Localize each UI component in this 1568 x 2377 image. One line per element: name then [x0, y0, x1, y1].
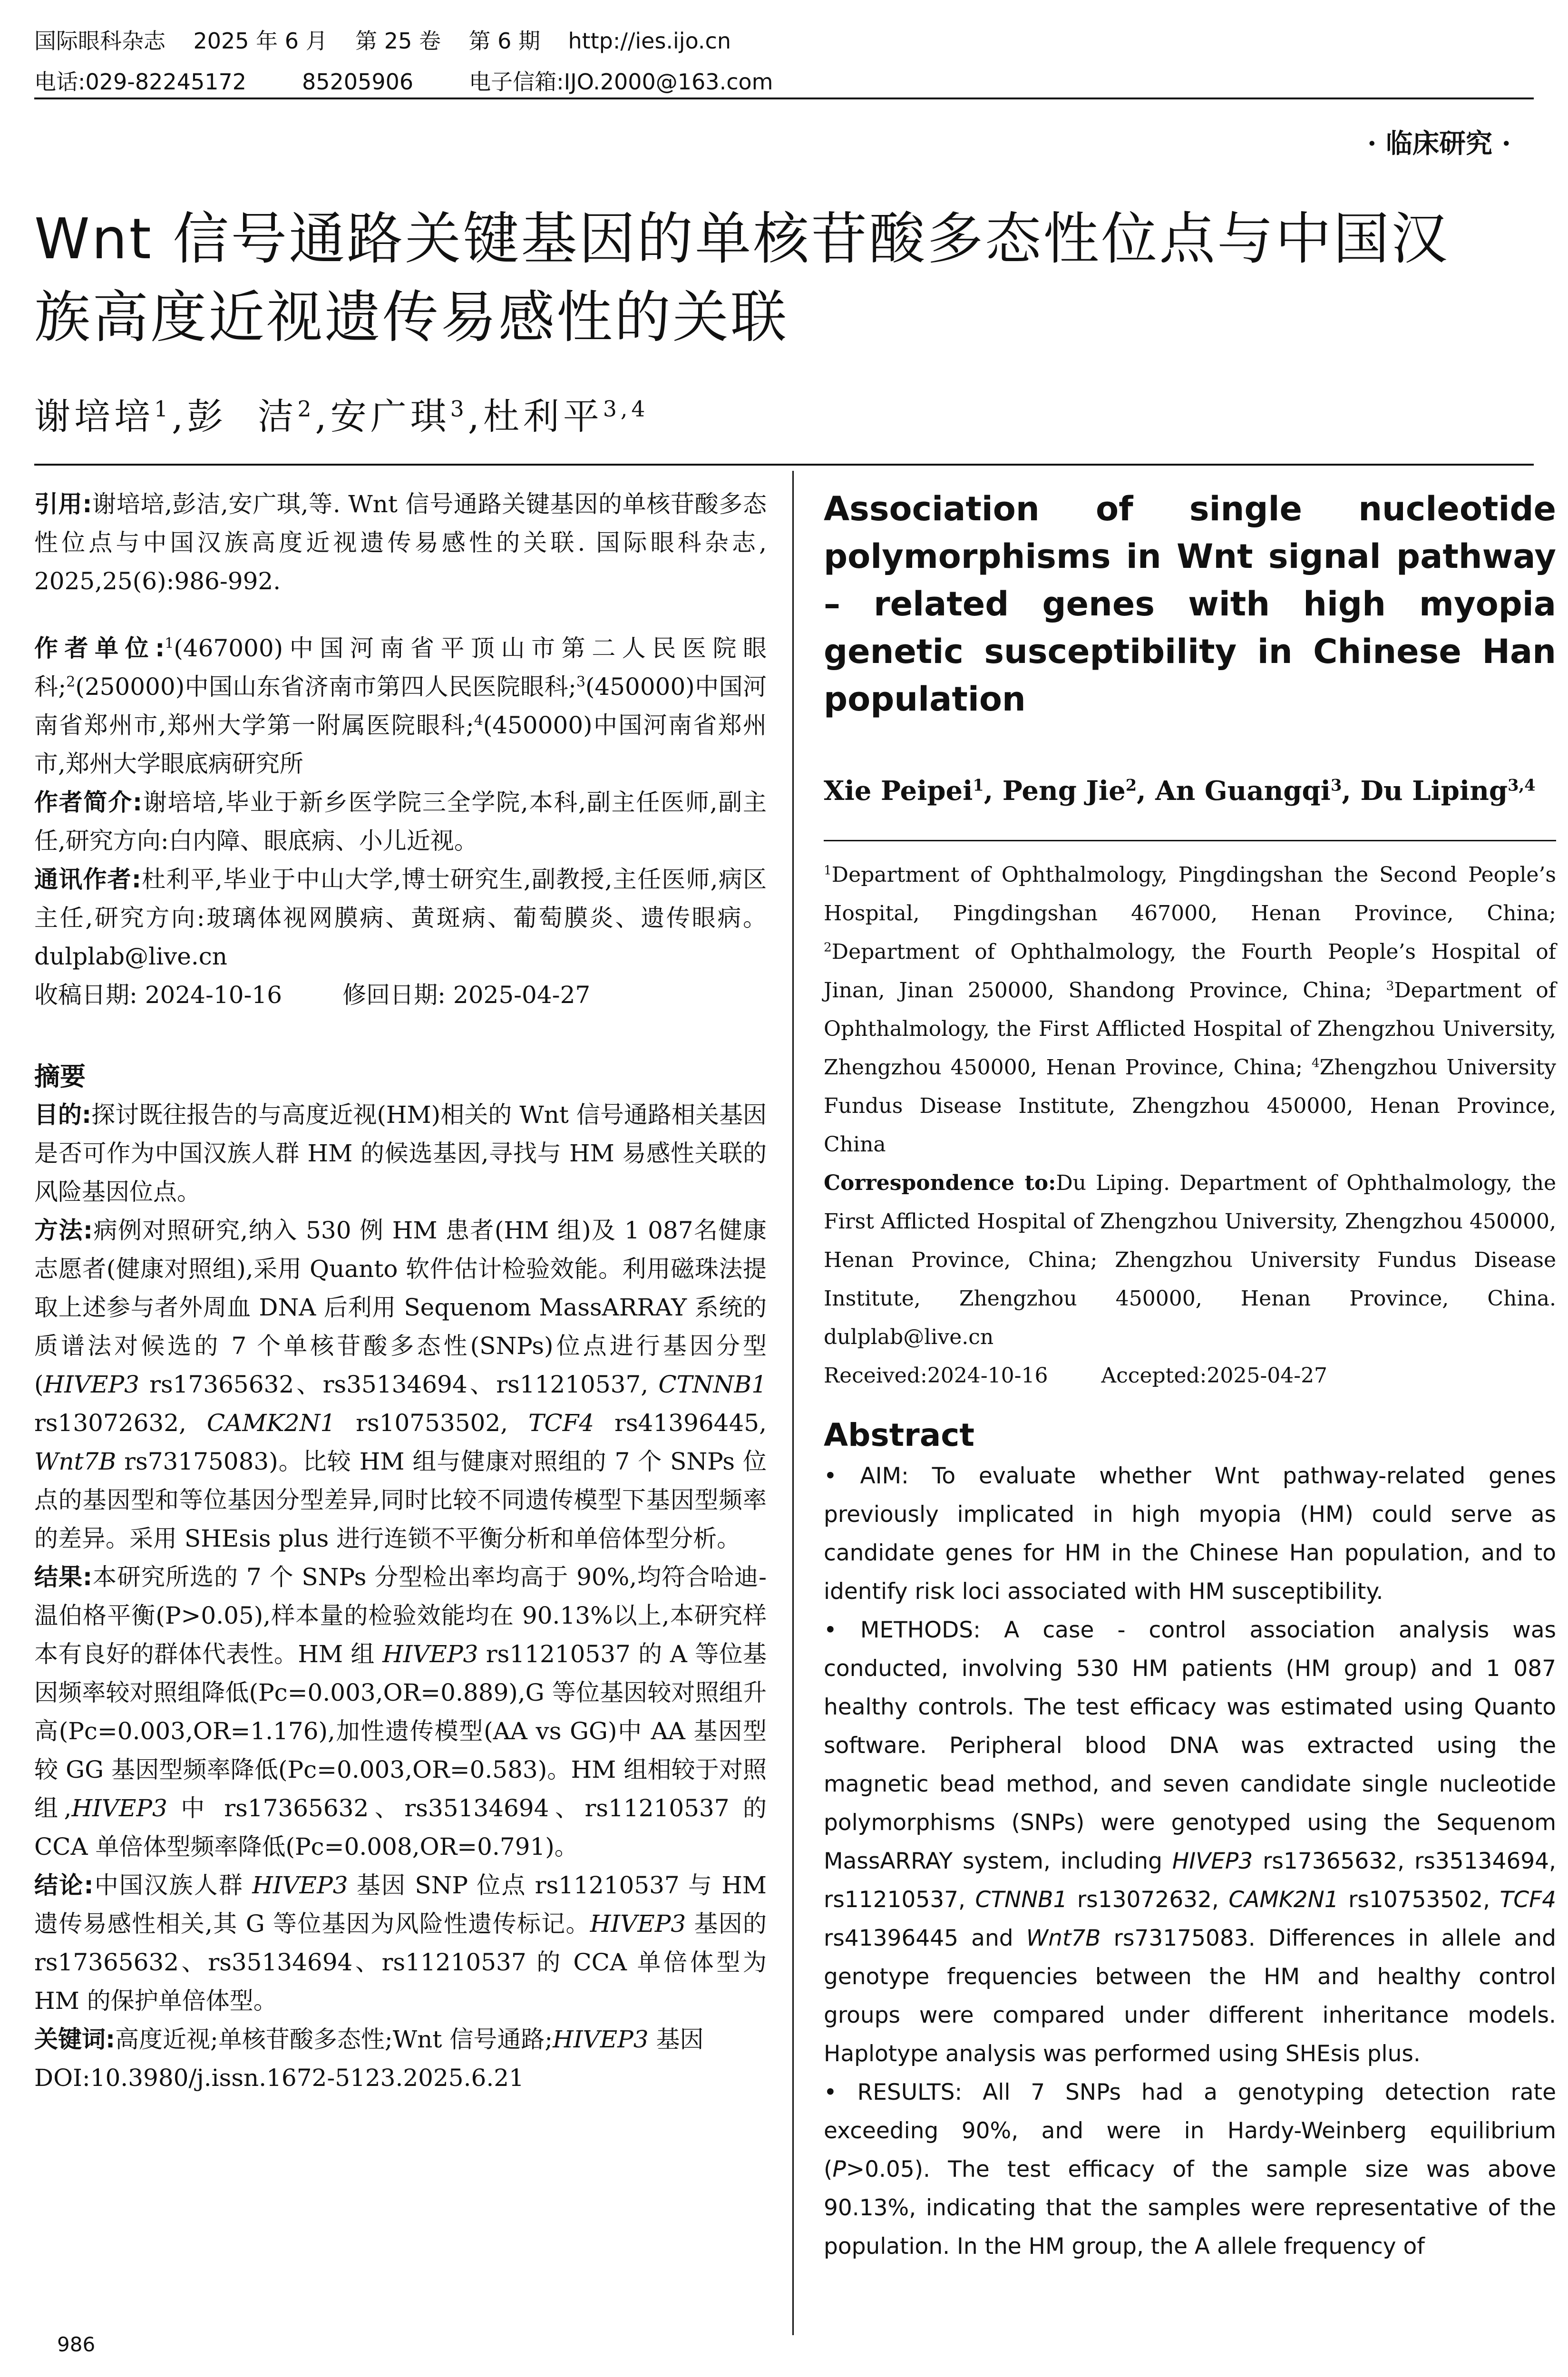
- gene-name: HIVEP3: [71, 1794, 167, 1822]
- gene-name: HIVEP3: [590, 1910, 686, 1938]
- aim-text: 探讨既往报告的与高度近视(HM)相关的 Wnt 信号通路相关基因是否可作为中国汉族人群 HM 的候选基因,寻找与 HM 易感性关联的风险基因位点。: [34, 1101, 767, 1206]
- conclusion-text: 中国汉族人群: [93, 1871, 253, 1899]
- gene-name: CTNNB1: [975, 1887, 1068, 1913]
- gene-name: HIVEP3: [1172, 1848, 1253, 1874]
- gene-name: CTNNB1: [658, 1371, 767, 1398]
- abstract-en-body: [824, 1457, 1556, 2266]
- author-sup: 2: [297, 396, 315, 422]
- affil-en-text: Zhengzhou University Fundus Disease Institute, Zhengzhou 450000, Henan Province, China: [824, 1055, 1556, 1157]
- author-sup: 1: [154, 396, 172, 422]
- title-en: Association of single nucleotide polymorphisms in Wnt signal pathway – related genes with high myopia genetic susceptibility in Chinese Han population: [824, 489, 1556, 719]
- author-sup: 1: [973, 775, 984, 795]
- affil-sup: 3: [576, 673, 585, 691]
- results-en-text: All 7 SNPs had a genotyping detection rate exceeding 90%, and were in Hardy-Weinberg equilibrium (: [824, 2079, 1556, 2182]
- title-cn-line2: 族高度近视遗传易感性的关联: [34, 284, 789, 350]
- gene-name: HIVEP3: [252, 1871, 348, 1899]
- affil-en-text: Department of Ophthalmology, the Fourth People’s Hospital of Jinan, Jinan 250000, Shandong Province, China;: [824, 940, 1556, 1003]
- column-divider: [792, 471, 794, 2335]
- aim-en-label: • AIM:: [824, 1463, 909, 1489]
- author-sup: 2: [1125, 775, 1137, 795]
- author-cn: 安广琪: [330, 395, 450, 438]
- results-text: 中 rs17365632、rs35134694、rs11210537 的 CCA 单倍体型频率降低(Pc=0.008,OR=0.791)。: [34, 1794, 767, 1861]
- author-en: Peng Jie: [1002, 775, 1126, 807]
- title-cn: [34, 200, 1547, 357]
- author-sup: 3,4: [603, 396, 649, 422]
- affil-sup: 4: [474, 712, 483, 729]
- correspond-label: 通讯作者:: [34, 866, 141, 893]
- affil-text: (467000)中国河南省平顶山市第二人民医院眼科;: [34, 634, 767, 701]
- abstract-en-heading: Abstract: [824, 1417, 974, 1453]
- methods-cn: [34, 1211, 767, 1558]
- bio-text: 谢培培,毕业于新乡医学院三全学院,本科,副主任医师,副主任,研究方向:白内障、眼底病、小儿近视。: [34, 789, 767, 855]
- keywords-text: 基因: [648, 2026, 704, 2053]
- results-cn: [34, 1558, 767, 1866]
- dates-cn: 收稿日期: 2024-10-16 修回日期: 2025-04-27: [34, 981, 591, 1009]
- correspond-cn: [34, 860, 767, 976]
- results-text: 本研究所选的 7 个 SNPs 分型检出率均高于 90%,均符合哈迪-温伯格平衡(P>0.05),样本量的检验效能均在 90.13%以上,本研究样本有良好的群体代表性。HM 组: [34, 1563, 767, 1668]
- gene-name: TCF4: [528, 1409, 594, 1437]
- methods-text: rs17365632、rs35134694、rs11210537,: [139, 1371, 659, 1398]
- methods-en-text: rs73175083. Differences in allele and genotype frequencies between the HM and healthy control groups were compared under different inheritance models. Haplotype analysis was performed using SHEsis plus.: [824, 1925, 1556, 2067]
- keywords-text: 高度近视;单核苷酸多态性;Wnt 信号通路;: [115, 2026, 553, 2053]
- correspondence-label: Correspondence to:: [824, 1171, 1056, 1195]
- abstract-cn-heading: 摘要: [34, 1062, 86, 1091]
- authors-en: Xie Peipei$^1$, Peng Jie$^2$, An Guangqi$^3$, Du Liping$^{3,4}$: [824, 775, 1536, 807]
- results-label: 结果:: [34, 1563, 92, 1591]
- affil-sup: 2: [824, 940, 832, 955]
- aim-cn: [34, 1096, 767, 1211]
- gene-name: HIVEP3: [553, 2026, 649, 2053]
- citation-label: 引用:: [34, 490, 92, 518]
- aim-en-text: To evaluate whether Wnt pathway-related genes previously implicated in high myopia (HM) could serve as candidate genes for HM in the Chinese Han population, and to identify risk loci associated with HM susceptibility.: [824, 1463, 1557, 1605]
- header-rule: [34, 97, 1534, 99]
- author-cn: 彭 洁: [187, 395, 298, 438]
- keywords-label: 关键词:: [34, 2026, 115, 2053]
- p-symbol: P: [832, 2156, 846, 2182]
- author-cn: 谢培培: [34, 395, 154, 438]
- section-tag: · 临床研究 ·: [1367, 128, 1511, 159]
- affil-text: (450000)中国河南省郑州市,郑州大学第一附属医院眼科;: [34, 673, 767, 739]
- methods-text: rs10753502,: [335, 1409, 528, 1437]
- citation-text: 谢培培,彭洁,安广琪,等. Wnt 信号通路关键基因的单核苷酸多态性位点与中国汉族高度近视遗传易感性的关联. 国际眼科杂志, 2025,25(6):986-992.: [34, 490, 767, 595]
- affil-sup: 3: [1386, 978, 1394, 994]
- methods-text: rs41396445,: [594, 1409, 767, 1437]
- journal-header-line2: 电话:029-82245172 85205906 电子信箱:IJO.2000@163.com: [34, 69, 773, 95]
- methods-text: 病例对照研究,纳入 530 例 HM 患者(HM 组)及 1 087名健康志愿者(健康对照组),采用 Quanto 软件估计检验效能。利用磁珠法提取上述参与者外周血 DNA 后利用 Sequenom MassARRAY 系统的质谱法对候选的 7 个单核苷酸多态性(SNPs)位点进行基因分型(: [34, 1217, 767, 1398]
- aim-en: [824, 1457, 1556, 1611]
- affil-text: (250000)中国山东省济南市第四人民医院眼科;: [75, 673, 576, 701]
- conclusion-text: 基因的 rs17365632、rs35134694、rs11210537 的 CCA 单倍体型为 HM 的保护单倍体型。: [34, 1910, 767, 2015]
- author-sup: 3: [1330, 775, 1342, 795]
- conclusion-label: 结论:: [34, 1871, 94, 1899]
- methods-en: [824, 1611, 1556, 2073]
- affiliation-cn: [34, 629, 767, 783]
- results-en-label: • RESULTS:: [824, 2079, 963, 2105]
- gene-name: Wnt7B: [34, 1448, 117, 1475]
- gene-name: HIVEP3: [382, 1640, 478, 1668]
- methods-en-text: A case - control association analysis was conducted, involving 530 HM patients (HM group) and 1 087 healthy controls. The test efficacy was estimated using Quanto software. Peripheral blood DNA was extracted using the magnetic bead method, and seven candidate single nucleotide polymorphisms (SNPs) were genotyped using the Sequenom MassARRAY system, including: [824, 1617, 1556, 1874]
- keywords-cn: [34, 2020, 767, 2059]
- methods-en-text: rs13072632,: [1067, 1887, 1229, 1913]
- affil-sup: 1: [824, 863, 832, 878]
- title-cn-line1: Wnt 信号通路关键基因的单核苷酸多态性位点与中国汉: [34, 206, 1450, 272]
- bio-label: 作者简介:: [34, 789, 143, 816]
- affil-en-text: Department of Ophthalmology, Pingdingshan the Second People’s Hospital, Pingdingshan 467000, Henan Province, China;: [824, 863, 1556, 925]
- aim-label: 目的:: [34, 1101, 92, 1129]
- gene-name: HIVEP3: [43, 1371, 139, 1398]
- affil-sup: 2: [66, 673, 76, 691]
- author-en: Xie Peipei: [824, 775, 973, 807]
- journal-header-line1: 国际眼科杂志 2025 年 6 月 第 25 卷 第 6 期 http://ies.ijo.cn: [34, 28, 731, 54]
- gene-name: Wnt7B: [1026, 1925, 1101, 1951]
- right-column: [824, 485, 1556, 2266]
- methods-en-label: • METHODS:: [824, 1617, 981, 1643]
- dates-en: Received:2024-10-16 Accepted:2025-04-27: [824, 1364, 1328, 1388]
- gene-name: CAMK2N1: [206, 1409, 336, 1437]
- bio-cn: [34, 783, 767, 860]
- conclusion-text: 基因 SNP 位点 rs11210537 与 HM 遗传易感性相关,其 G 等位基因为风险性遗传标记。: [34, 1871, 767, 1938]
- left-column: [34, 485, 767, 2097]
- gene-name: CAMK2N1: [1228, 1887, 1339, 1913]
- affil-text: (450000)中国河南省郑州市,郑州大学眼底病研究所: [34, 711, 767, 778]
- citation: [34, 485, 767, 601]
- author-sup: 3,4: [1508, 775, 1536, 795]
- results-en-text: >0.05). The test efficacy of the sample size was above 90.13%, indicating that the samples were representative of the population. In the HM group, the A allele frequency of: [824, 2156, 1556, 2260]
- methods-label: 方法:: [34, 1217, 93, 1244]
- correspondence-en: [824, 1164, 1556, 1356]
- author-en: Du Liping: [1360, 775, 1508, 807]
- methods-text: rs73175083)。比较 HM 组与健康对照组的 7 个 SNPs 位点的基因型和等位基因分型差异,同时比较不同遗传模型下基因型频率的差异。采用 SHEsis plus 进行连锁不平衡分析和单倍体型分析。: [34, 1448, 767, 1552]
- doi: DOI:10.3980/j.issn.1672-5123.2025.6.21: [34, 2064, 524, 2092]
- affiliation-en: [824, 856, 1556, 1164]
- author-cn: 杜利平: [483, 395, 603, 438]
- methods-en-text: rs41396445 and: [824, 1925, 1026, 1951]
- authors-en-rule: [824, 840, 1556, 841]
- gene-name: TCF4: [1500, 1887, 1556, 1913]
- affiliation-label: 作者单位:: [34, 634, 165, 662]
- methods-en-text: rs17365632, rs35134694, rs11210537,: [824, 1848, 1557, 1913]
- affil-en-text: Department of Ophthalmology, the First Afflicted Hospital of Zhengzhou University, Zhengzhou 450000, Henan Province, China;: [824, 978, 1556, 1080]
- title-rule: [34, 464, 1534, 466]
- correspondence-text: Du Liping. Department of Ophthalmology, the First Afflicted Hospital of Zhengzhou University, Zhengzhou 450000, Henan Province, China; Zhengzhou University Fundus Disease Institute, Zhengzhou 450000, Henan Province, China. dulplab@live.cn: [824, 1171, 1557, 1349]
- affil-sup: 1: [165, 635, 174, 652]
- results-en: [824, 2073, 1556, 2266]
- authors-cn: 谢培培$^1$,彭 洁$^2$,安广琪$^3$,杜利平$^{3,4}$: [34, 395, 649, 438]
- correspond-text: 杜利平,毕业于中山大学,博士研究生,副教授,主任医师,病区主任,研究方向:玻璃体视网膜病、黄斑病、葡萄膜炎、遗传眼病。dulplab@live.cn: [34, 866, 767, 970]
- author-sup: 3: [450, 396, 468, 422]
- author-en: An Guangqi: [1155, 775, 1331, 807]
- methods-text: rs13072632,: [34, 1409, 207, 1437]
- affil-sup: 4: [1311, 1055, 1320, 1071]
- page-number: 986: [57, 2333, 96, 2356]
- conclusion-cn: [34, 1866, 767, 2020]
- results-text: rs11210537 的 A 等位基因频率较对照组降低(Pc=0.003,OR=0.889),G 等位基因较对照组升高(Pc=0.003,OR=1.176),加性遗传模型(AA vs GG)中 AA 基因型较 GG 基因型频率降低(Pc=0.003,OR=0.583)。HM 组相较于对照组,: [34, 1640, 767, 1822]
- methods-en-text: rs10753502,: [1338, 1887, 1500, 1913]
